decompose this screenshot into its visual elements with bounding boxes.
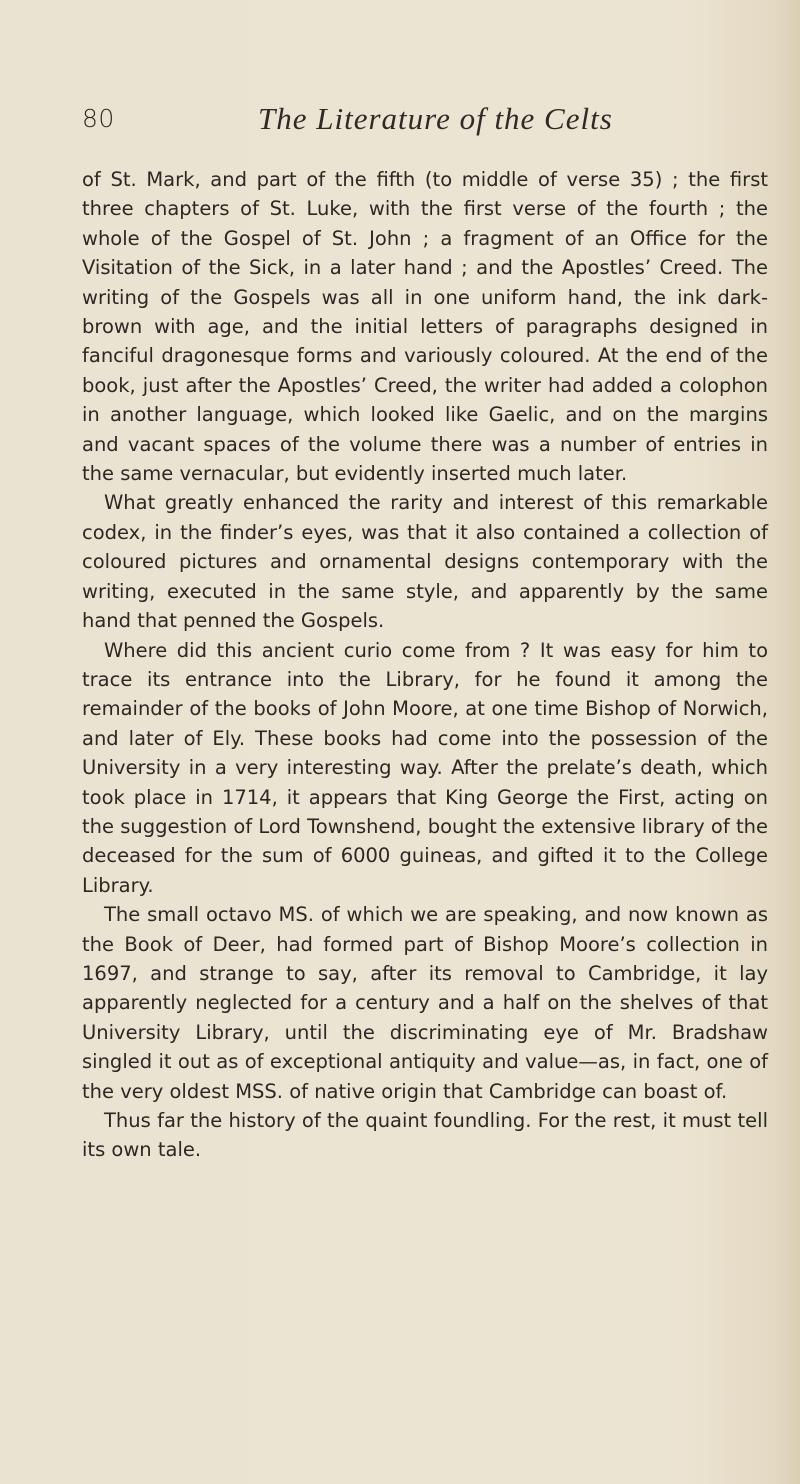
- paragraph: What greatly enhanced the rarity and interest of this remarkable codex, in the finder’s eyes, was that it also contained a collection of coloured pictures and ornamental designs contemporary with the writing, executed in the same style, and apparently by the same hand that penned the Gospels.: [82, 491, 768, 633]
- paragraph-final: Thus far the history of the quaint foundling. For the rest, it must tell its own tale.: [82, 1109, 768, 1162]
- page-header: [82, 101, 722, 144]
- paragraph-continuation: of St. Mark, and part of the fifth (to middle of verse 35) ; the first three chapters of St. Luke, with the first verse of the fourth ; the whole of the Gospel of St. John ; a fragment of an Office for the Visitation of the Sick, in a later hand ; and the Apostles’ Creed. The writing of the Gospels was all in one uniform hand, the ink dark-brown with age, and the initial letters of paragraphs designed in fanciful dragonesque forms and variously coloured. At the end of the book, just after the Apostles’ Creed, the writer had added a colophon in another language, which looked like Gaelic, and on the margins and vacant spaces of the volume there was a number of entries in the same vernacular, but evidently inserted much later.: [82, 168, 768, 486]
- paragraph: The small octavo MS. of which we are speaking, and now known as the Book of Deer, had formed part of Bishop Moore’s collection in 1697, and strange to say, after its removal to Cambridge, it lay apparently neglected for a century and a half on the shelves of that University Library, until the discriminating eye of Mr. Bradshaw singled it out as of exceptional antiquity and value—as, in fact, one of the very oldest MSS. of native origin that Cambridge can boast of.: [82, 903, 768, 1103]
- body-text: [82, 165, 768, 1165]
- paragraph: Where did this ancient curio come from ? It was easy for him to trace its entrance into the Library, for he found it among the remainder of the books of John Moore, at one time Bishop of Norwich, and later of Ely. These books had come into the possession of the University in a very interesting way. After the prelate’s death, which took place in 1714, it appears that King George the First, acting on the suggestion of Lord Townshend, bought the extensive library of the deceased for the sum of 6000 guineas, and gifted it to the College Library.: [82, 638, 768, 897]
- page-number: 80: [82, 104, 115, 133]
- running-head: The Literature of the Celts: [258, 101, 613, 136]
